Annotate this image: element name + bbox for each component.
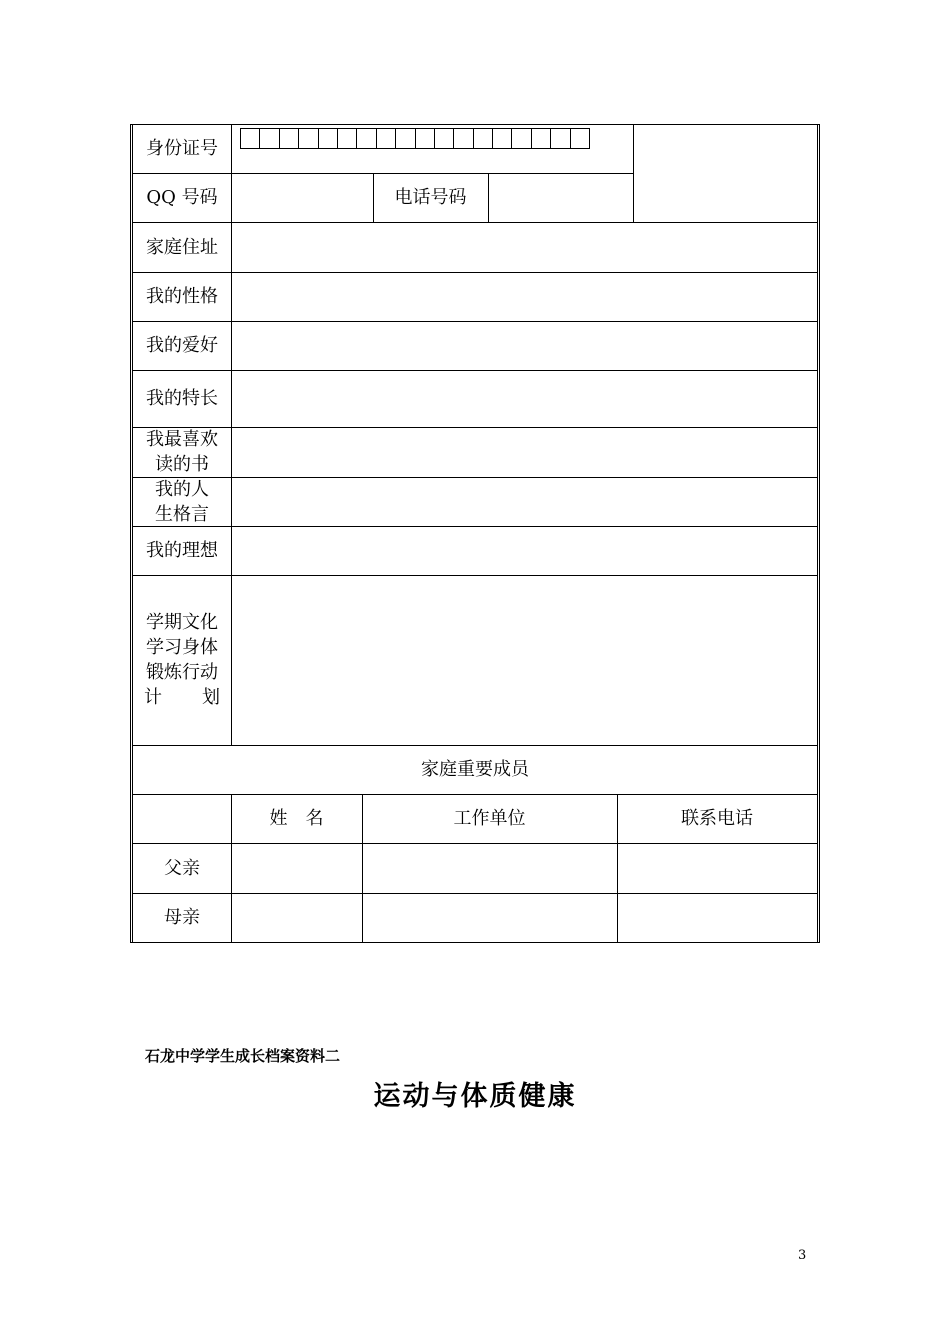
label-phone: 电话号码 (394, 187, 467, 208)
mother-name-field[interactable] (232, 894, 362, 942)
col-contact: 联系电话 (681, 808, 753, 829)
label-address: 家庭住址 (146, 236, 218, 258)
father-contact-field[interactable] (618, 844, 817, 893)
col-work: 工作单位 (453, 808, 526, 829)
father-work-field[interactable] (363, 844, 617, 893)
mother-work-field[interactable] (363, 894, 617, 942)
plan-line: 学期文化 (146, 612, 218, 633)
rule (130, 942, 820, 943)
phone-field[interactable] (489, 174, 633, 222)
label-ideal: 我的理想 (146, 540, 218, 561)
mother-contact-field[interactable] (618, 894, 817, 942)
rule (817, 124, 820, 943)
label-talents: 我的特长 (146, 388, 218, 409)
plan-field[interactable] (232, 576, 817, 745)
photo-box[interactable] (634, 125, 817, 222)
family-heading: 家庭重要成员 (421, 759, 529, 780)
motto-field[interactable] (232, 478, 817, 526)
plan-line: 学习身体 (146, 637, 218, 658)
id-number-boxes[interactable] (240, 128, 590, 149)
personality-field[interactable] (232, 273, 817, 321)
plan-line: 锻炼行动 (146, 662, 218, 683)
row-father: 父亲 (164, 857, 200, 879)
label-personality: 我的性格 (146, 286, 218, 307)
label-id-number: 身份证号 (146, 138, 218, 159)
label-favorite-book: 我最喜欢读的书 (146, 429, 218, 475)
favorite-book-field[interactable] (232, 428, 817, 477)
father-name-field[interactable] (232, 844, 362, 893)
label-motto: 我的人生格言 (155, 478, 209, 525)
plan-line: 计 划 (144, 687, 220, 708)
address-field[interactable] (232, 223, 817, 272)
ideal-field[interactable] (232, 527, 817, 575)
row-mother: 母亲 (164, 907, 200, 928)
page-number: 3 (798, 1248, 807, 1263)
col-name: 姓 名 (269, 808, 324, 829)
qq-field[interactable] (232, 174, 373, 222)
section-subtitle: 石龙中学学生成长档案资料二 (145, 1047, 341, 1065)
talents-field[interactable] (232, 371, 817, 427)
label-plan (133, 575, 231, 745)
label-hobbies: 我的爱好 (146, 335, 218, 356)
hobbies-field[interactable] (232, 322, 817, 370)
label-qq: QQ 号码 (146, 187, 218, 208)
section-title: 运动与体质健康 (373, 1081, 577, 1112)
